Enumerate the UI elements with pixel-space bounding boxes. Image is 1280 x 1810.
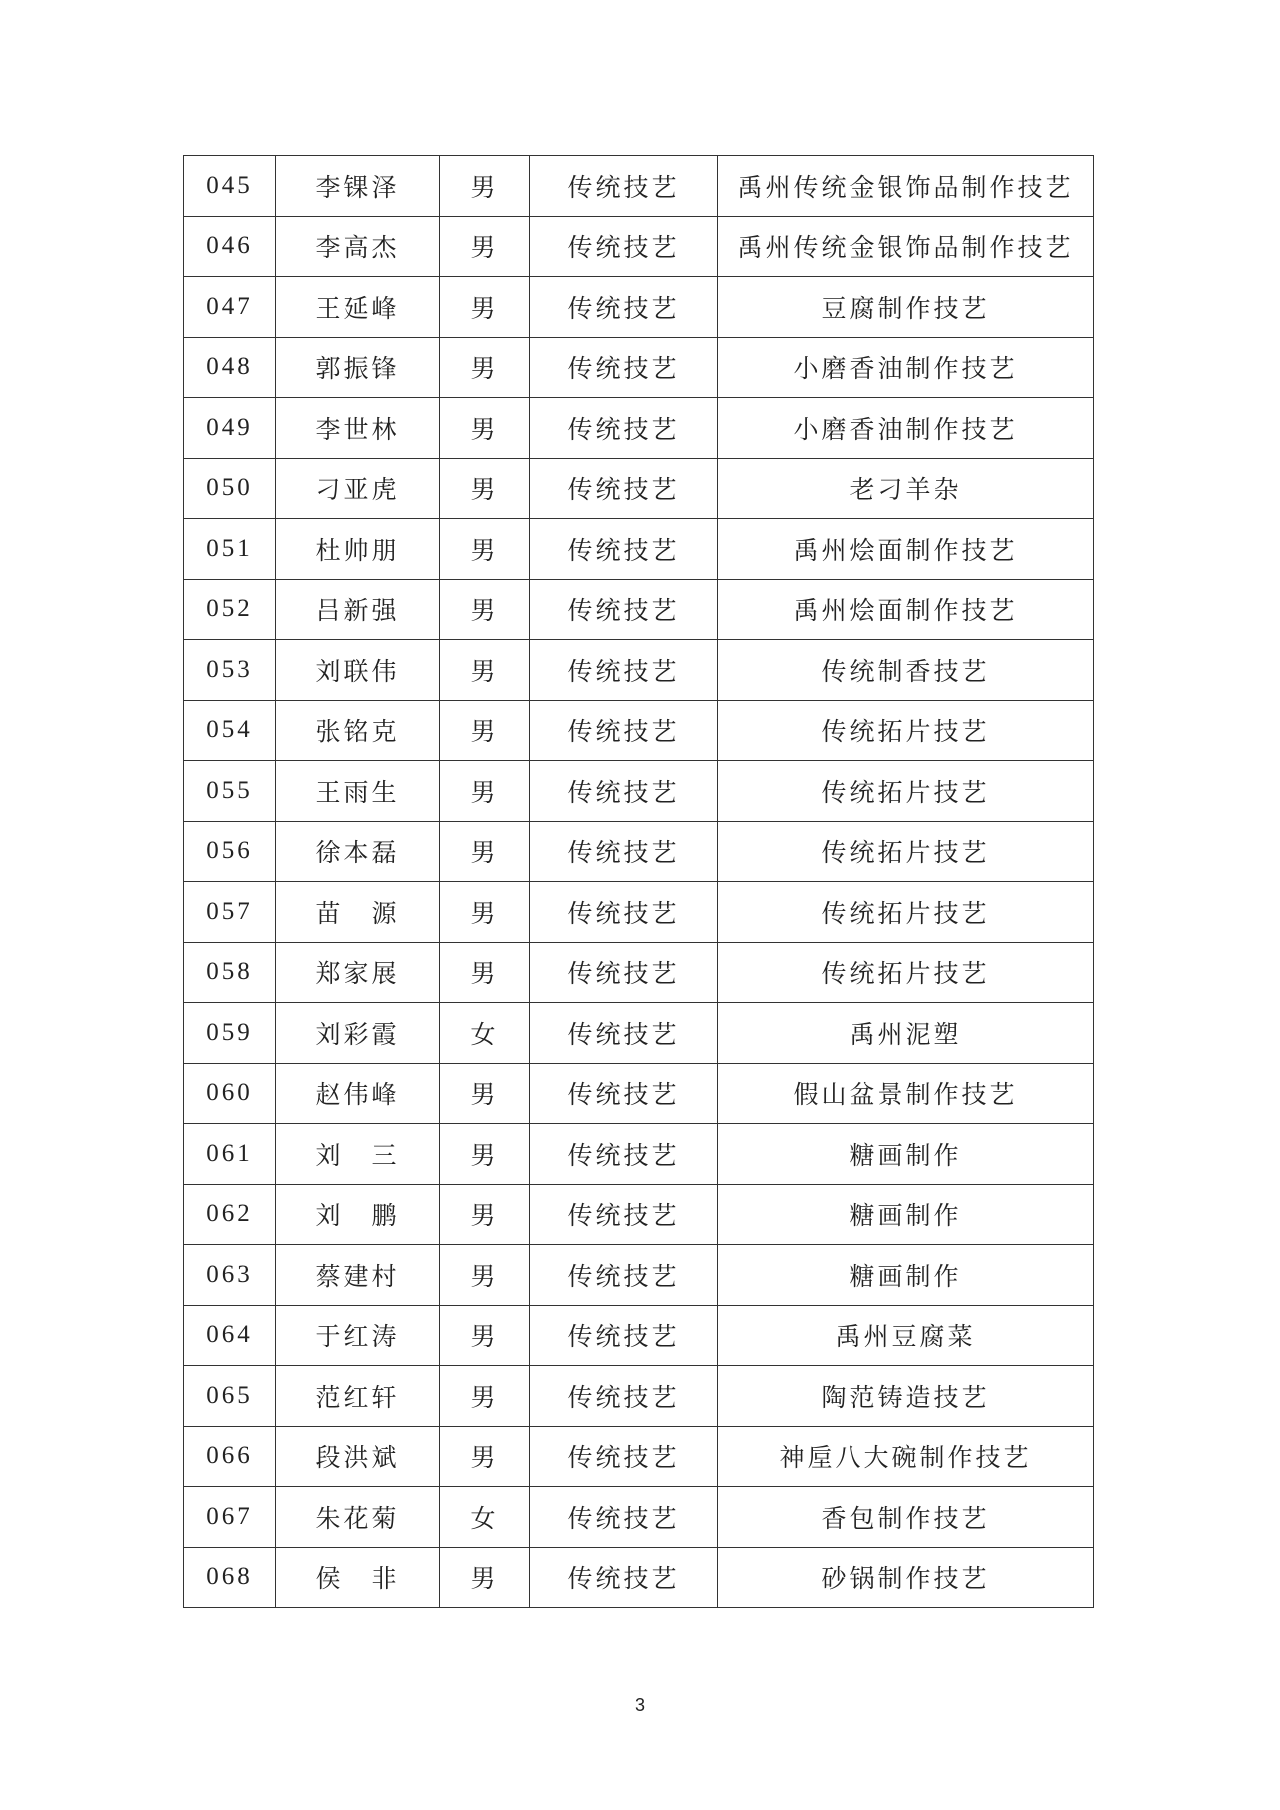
row-number: 058 — [184, 942, 276, 1003]
gender: 男 — [440, 579, 530, 640]
person-name: 吕新强 — [276, 579, 440, 640]
gender: 男 — [440, 640, 530, 701]
row-number: 055 — [184, 761, 276, 822]
gender: 男 — [440, 156, 530, 217]
category: 传统技艺 — [530, 882, 718, 943]
person-name: 苗 源 — [276, 882, 440, 943]
project-name: 传统拓片技艺 — [718, 761, 1094, 822]
table-row — [184, 1366, 1094, 1427]
project-name: 假山盆景制作技艺 — [718, 1063, 1094, 1124]
category: 传统技艺 — [530, 640, 718, 701]
person-name: 张铭克 — [276, 700, 440, 761]
project-name: 传统拓片技艺 — [718, 942, 1094, 1003]
project-name: 禹州传统金银饰品制作技艺 — [718, 216, 1094, 277]
gender: 男 — [440, 700, 530, 761]
row-number: 066 — [184, 1426, 276, 1487]
table-row — [184, 882, 1094, 943]
category: 传统技艺 — [530, 1124, 718, 1185]
person-name: 徐本磊 — [276, 821, 440, 882]
table-row — [184, 1184, 1094, 1245]
table-row — [184, 277, 1094, 338]
category: 传统技艺 — [530, 216, 718, 277]
table-row — [184, 1245, 1094, 1306]
person-name: 刘 三 — [276, 1124, 440, 1185]
category: 传统技艺 — [530, 761, 718, 822]
row-number: 065 — [184, 1366, 276, 1427]
project-name: 禹州传统金银饰品制作技艺 — [718, 156, 1094, 217]
row-number: 047 — [184, 277, 276, 338]
row-number: 057 — [184, 882, 276, 943]
person-name: 王延峰 — [276, 277, 440, 338]
category: 传统技艺 — [530, 1487, 718, 1548]
category: 传统技艺 — [530, 1426, 718, 1487]
category: 传统技艺 — [530, 519, 718, 580]
gender: 男 — [440, 1245, 530, 1306]
row-number: 052 — [184, 579, 276, 640]
roster-table — [183, 155, 1094, 1608]
row-number: 045 — [184, 156, 276, 217]
row-number: 063 — [184, 1245, 276, 1306]
row-number: 054 — [184, 700, 276, 761]
category: 传统技艺 — [530, 156, 718, 217]
gender: 男 — [440, 458, 530, 519]
gender: 男 — [440, 761, 530, 822]
table-row — [184, 398, 1094, 459]
gender: 男 — [440, 1124, 530, 1185]
row-number: 060 — [184, 1063, 276, 1124]
table-row — [184, 1547, 1094, 1608]
person-name: 李高杰 — [276, 216, 440, 277]
roster-table-body — [184, 156, 1094, 1608]
person-name: 刘联伟 — [276, 640, 440, 701]
gender: 男 — [440, 519, 530, 580]
table-row — [184, 640, 1094, 701]
category: 传统技艺 — [530, 1547, 718, 1608]
table-row — [184, 156, 1094, 217]
row-number: 048 — [184, 337, 276, 398]
person-name: 杜帅朋 — [276, 519, 440, 580]
gender: 女 — [440, 1003, 530, 1064]
person-name: 刘彩霞 — [276, 1003, 440, 1064]
project-name: 禹州烩面制作技艺 — [718, 519, 1094, 580]
project-name: 传统拓片技艺 — [718, 882, 1094, 943]
category: 传统技艺 — [530, 1003, 718, 1064]
gender: 男 — [440, 1547, 530, 1608]
gender: 男 — [440, 1426, 530, 1487]
gender: 女 — [440, 1487, 530, 1548]
row-number: 062 — [184, 1184, 276, 1245]
gender: 男 — [440, 216, 530, 277]
person-name: 刘 鹏 — [276, 1184, 440, 1245]
gender: 男 — [440, 398, 530, 459]
row-number: 050 — [184, 458, 276, 519]
table-row — [184, 761, 1094, 822]
person-name: 刁亚虎 — [276, 458, 440, 519]
gender: 男 — [440, 882, 530, 943]
category: 传统技艺 — [530, 700, 718, 761]
person-name: 郭振锋 — [276, 337, 440, 398]
project-name: 神垕八大碗制作技艺 — [718, 1426, 1094, 1487]
project-name: 香包制作技艺 — [718, 1487, 1094, 1548]
person-name: 朱花菊 — [276, 1487, 440, 1548]
category: 传统技艺 — [530, 579, 718, 640]
gender: 男 — [440, 1063, 530, 1124]
row-number: 064 — [184, 1305, 276, 1366]
gender: 男 — [440, 1184, 530, 1245]
person-name: 郑家展 — [276, 942, 440, 1003]
project-name: 禹州豆腐菜 — [718, 1305, 1094, 1366]
row-number: 068 — [184, 1547, 276, 1608]
table-row — [184, 337, 1094, 398]
gender: 男 — [440, 821, 530, 882]
person-name: 王雨生 — [276, 761, 440, 822]
table-row — [184, 216, 1094, 277]
person-name: 段洪斌 — [276, 1426, 440, 1487]
table-row — [184, 1003, 1094, 1064]
table-row — [184, 1426, 1094, 1487]
project-name: 传统制香技艺 — [718, 640, 1094, 701]
project-name: 老刁羊杂 — [718, 458, 1094, 519]
page-number: 3 — [634, 1695, 645, 1715]
person-name: 范红轩 — [276, 1366, 440, 1427]
row-number: 067 — [184, 1487, 276, 1548]
row-number: 061 — [184, 1124, 276, 1185]
category: 传统技艺 — [530, 458, 718, 519]
table-row — [184, 700, 1094, 761]
table-row — [184, 1124, 1094, 1185]
row-number: 056 — [184, 821, 276, 882]
project-name: 糖画制作 — [718, 1184, 1094, 1245]
project-name: 豆腐制作技艺 — [718, 277, 1094, 338]
project-name: 糖画制作 — [718, 1124, 1094, 1185]
table-row — [184, 1305, 1094, 1366]
category: 传统技艺 — [530, 277, 718, 338]
gender: 男 — [440, 277, 530, 338]
table-row — [184, 1487, 1094, 1548]
project-name: 传统拓片技艺 — [718, 700, 1094, 761]
gender: 男 — [440, 337, 530, 398]
project-name: 小磨香油制作技艺 — [718, 398, 1094, 459]
project-name: 禹州泥塑 — [718, 1003, 1094, 1064]
category: 传统技艺 — [530, 1184, 718, 1245]
row-number: 053 — [184, 640, 276, 701]
category: 传统技艺 — [530, 821, 718, 882]
project-name: 禹州烩面制作技艺 — [718, 579, 1094, 640]
table-row — [184, 458, 1094, 519]
person-name: 侯 非 — [276, 1547, 440, 1608]
category: 传统技艺 — [530, 942, 718, 1003]
row-number: 059 — [184, 1003, 276, 1064]
table-row — [184, 821, 1094, 882]
row-number: 046 — [184, 216, 276, 277]
category: 传统技艺 — [530, 1063, 718, 1124]
category: 传统技艺 — [530, 1245, 718, 1306]
table-row — [184, 1063, 1094, 1124]
category: 传统技艺 — [530, 398, 718, 459]
table-row — [184, 519, 1094, 580]
category: 传统技艺 — [530, 1305, 718, 1366]
category: 传统技艺 — [530, 337, 718, 398]
person-name: 于红涛 — [276, 1305, 440, 1366]
gender: 男 — [440, 942, 530, 1003]
person-name: 蔡建村 — [276, 1245, 440, 1306]
category: 传统技艺 — [530, 1366, 718, 1427]
project-name: 陶范铸造技艺 — [718, 1366, 1094, 1427]
project-name: 砂锅制作技艺 — [718, 1547, 1094, 1608]
table-row — [184, 942, 1094, 1003]
person-name: 赵伟峰 — [276, 1063, 440, 1124]
table-row — [184, 579, 1094, 640]
row-number: 049 — [184, 398, 276, 459]
person-name: 李锞泽 — [276, 156, 440, 217]
row-number: 051 — [184, 519, 276, 580]
gender: 男 — [440, 1366, 530, 1427]
project-name: 糖画制作 — [718, 1245, 1094, 1306]
person-name: 李世林 — [276, 398, 440, 459]
project-name: 传统拓片技艺 — [718, 821, 1094, 882]
project-name: 小磨香油制作技艺 — [718, 337, 1094, 398]
gender: 男 — [440, 1305, 530, 1366]
